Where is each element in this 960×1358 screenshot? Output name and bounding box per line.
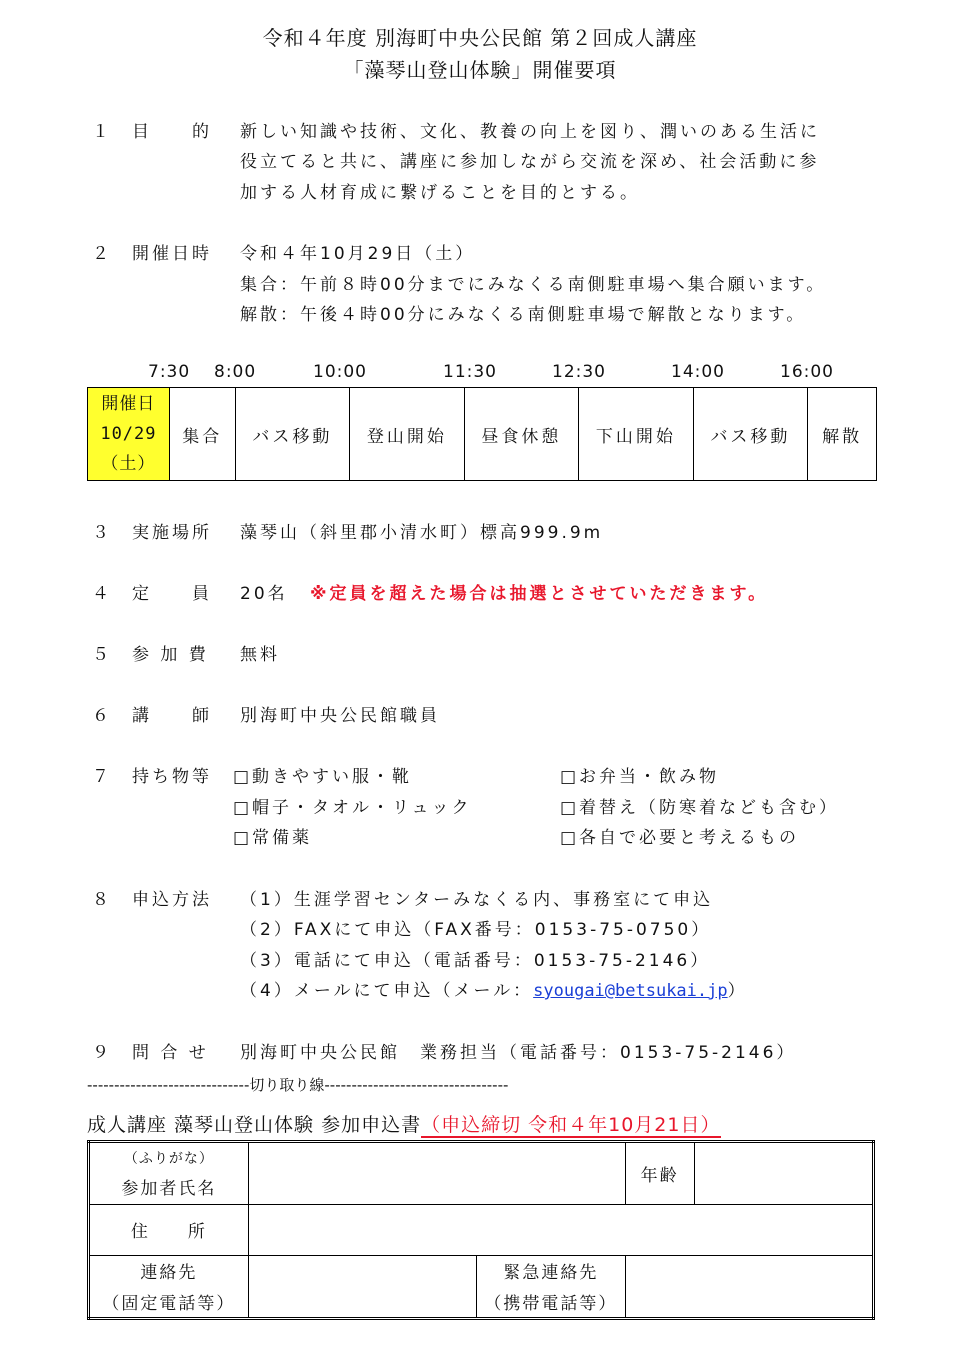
section-2-line: 集合：午前８時00分までにみなくる南側駐車場へ集合願います。 (240, 275, 827, 295)
participant-name-label: 参加者氏名 (121, 1179, 217, 1200)
belongings-item: □各自で必要と考えるもの (560, 828, 800, 848)
section-8-label: 申込方法 (132, 890, 212, 910)
schedule-table (87, 387, 877, 481)
emergency-sublabel: （携帯電話等） (484, 1294, 618, 1315)
email-link[interactable]: syougai@betsukai.jp (533, 981, 728, 1001)
application-method: （2）FAXにて申込（FAX番号：0153-75-0750） (240, 920, 712, 940)
section-2-line: 解散：午後４時00分にみなくる南側駐車場で解散となります。 (240, 305, 807, 325)
belongings-item: □帽子・タオル・リュック (233, 798, 472, 818)
section-1-label: 目 的 (132, 122, 212, 142)
contact-sublabel: （固定電話等） (102, 1294, 236, 1315)
address-label: 住 所 (89, 1205, 249, 1256)
age-field[interactable] (694, 1142, 874, 1205)
section-3-number: ３ (92, 523, 112, 543)
belongings-item: □お弁当・飲み物 (560, 767, 720, 787)
form-deadline: （申込締切 令和４年10月21日） (421, 1114, 721, 1136)
section-7-number: ７ (92, 767, 112, 787)
contact-label: 連絡先 (140, 1263, 198, 1284)
section-2-line: 令和４年10月29日（土） (240, 244, 476, 264)
schedule-time: 14:00 (671, 362, 725, 382)
schedule-cell: 集合 (169, 388, 235, 481)
schedule-time: 11:30 (443, 362, 497, 382)
application-form-table (87, 1140, 875, 1320)
section-1-line: 加する人材育成に繋げることを目的とする。 (240, 183, 640, 203)
section-7-label: 持ち物等 (132, 767, 212, 787)
section-9-text: 別海町中央公民館 業務担当（電話番号：0153-75-2146） (240, 1043, 797, 1063)
section-3-label: 実施場所 (132, 523, 212, 543)
application-method: （3）電話にて申込（電話番号：0153-75-2146） (240, 951, 711, 971)
email-suffix: ） (727, 981, 748, 1001)
schedule-cell: 解散 (808, 388, 877, 481)
application-method: （1）生涯学習センターみなくる内、事務室にて申込 (240, 890, 714, 910)
address-field[interactable] (248, 1205, 873, 1256)
section-8-number: ８ (92, 890, 112, 910)
emergency-label: 緊急連絡先 (503, 1263, 599, 1284)
schedule-time: 16:00 (780, 362, 834, 382)
participant-name-field[interactable] (248, 1142, 625, 1205)
section-6-number: ６ (92, 706, 112, 726)
contact-field[interactable] (248, 1255, 476, 1318)
form-title-text: 成人講座 藻琴山登山体験 参加申込書 (87, 1114, 422, 1136)
section-2-number: ２ (92, 244, 112, 264)
document-title-line2: 「藻琴山登山体験」開催要項 (343, 58, 617, 82)
section-5-label: 参 加 費 (132, 645, 209, 665)
cut-line: ------------------------------切り取り線---------------------------------- (87, 1076, 509, 1094)
capacity-note: ※定員を超えた場合は抽選とさせていただきます。 (310, 584, 769, 604)
schedule-cell: 下山開始 (579, 388, 694, 481)
section-6-label: 講 師 (132, 706, 212, 726)
section-9-number: ９ (92, 1043, 112, 1063)
schedule-cell: 昼食休憩 (464, 388, 579, 481)
schedule-time: 12:30 (552, 362, 606, 382)
schedule-date-cell (88, 388, 170, 481)
section-6-text: 別海町中央公民館職員 (240, 706, 440, 726)
section-1-line: 役立てると共に、講座に参加しながら交流を深め、社会活動に参 (240, 152, 820, 172)
schedule-cell: バス移動 (235, 388, 350, 481)
belongings-item: □着替え（防寒着なども含む） (560, 798, 840, 818)
document-title-line1: 令和４年度 別海町中央公民館 第２回成人講座 (262, 26, 698, 50)
furigana-label: （ふりがな） (123, 1151, 214, 1168)
schedule-date-value: 10/29 (100, 424, 157, 444)
schedule-cell: バス移動 (693, 388, 808, 481)
contact-label-cell (89, 1255, 249, 1318)
section-2-label: 開催日時 (132, 244, 212, 264)
schedule-cell: 登山開始 (350, 388, 465, 481)
schedule-time: 10:00 (313, 362, 367, 382)
emergency-field[interactable] (625, 1255, 873, 1318)
schedule-time: 7:30 (148, 362, 191, 382)
section-4-number: ４ (92, 584, 112, 604)
section-5-number: ５ (92, 645, 112, 665)
section-5-text: 無料 (240, 645, 280, 665)
schedule-time: 8:00 (214, 362, 257, 382)
section-4-text: 20名 (240, 584, 288, 604)
section-1-line: 新しい知識や技術、文化、教養の向上を図り、潤いのある生活に (240, 122, 820, 142)
belongings-item: □動きやすい服・靴 (233, 767, 413, 787)
section-4-label: 定 員 (132, 584, 212, 604)
schedule-date-weekday: （土） (101, 454, 156, 474)
emergency-label-cell (477, 1255, 626, 1318)
section-3-text: 藻琴山（斜里郡小清水町）標高999.9m (240, 523, 604, 543)
belongings-item: □常備薬 (233, 828, 313, 848)
email-prefix: （4）メールにて申込（メール： (240, 981, 534, 1001)
schedule-date-label: 開催日 (101, 394, 156, 414)
name-label-cell (89, 1142, 249, 1205)
application-method-email (240, 976, 748, 1001)
section-1-number: １ (92, 122, 112, 142)
section-9-label: 問 合 せ (132, 1043, 209, 1063)
form-title (87, 1110, 721, 1137)
age-label: 年齢 (625, 1142, 694, 1205)
